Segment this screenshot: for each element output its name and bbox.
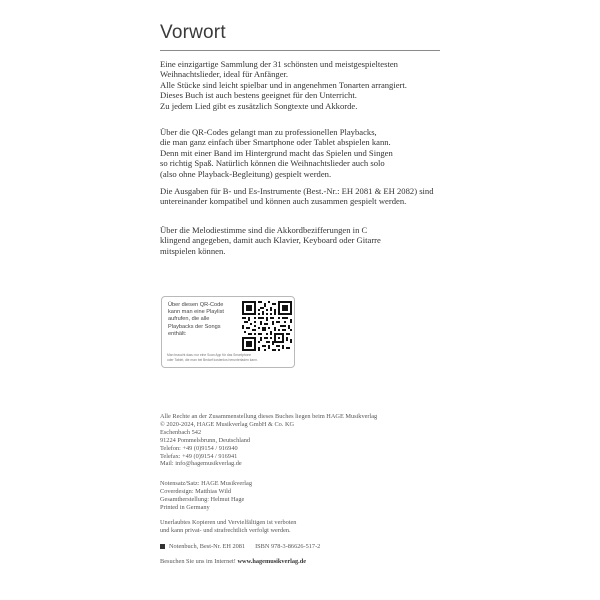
text-line: mitspielen können. [160,245,226,256]
square-bullet-icon [160,544,165,549]
qr-playlist-box [161,296,295,368]
imprint-line: Alle Rechte an der Zusammenstellung dieses Buches liegen beim HAGE Musikverlag [160,413,378,420]
qr-text-line: Über diesen QR-Code [168,302,224,308]
text-line: (also ohne Playback-Begleitung) gespielt werden. [160,168,332,179]
imprint-line: 91224 Pommelsbrunn, Deutschland [160,436,251,444]
qr-text-line: enthält: [168,330,187,337]
qr-note-line: Man braucht dazu nur eine Scan App für das Smartphone [167,353,252,357]
order-number: Notenbuch, Best-Nr. EH 2081 [169,543,246,550]
imprint-line: Telefon: +49 (0)9154 / 916940 [160,444,238,452]
text-line: Eine einzigartige Sammlung der 31 schönsten und meistgespieltesten [160,59,398,69]
imprint-order-info [160,543,450,551]
text-line: so richtig Spaß. Natürlich können die Weihnachtslieder auch solo [160,158,385,169]
imprint-line: und kann privat- und strafrechtlich verfolgt werden. [160,526,291,534]
qr-note-line: oder Tablet, die man bei Bedarf kostenlos herunterladen kann. [167,357,258,362]
imprint-legal [160,519,450,535]
imprint-line: Printed in Germany [160,503,210,511]
text-line: Weihnachtslieder, ideal für Anfänger. [160,69,289,80]
text-line: Über die Melodiestimme sind die Akkordbezifferungen in C [160,225,368,235]
imprint-line: Telefax: +49 (0)9154 / 916941 [160,452,238,460]
isbn: ISBN 978-3-86626-517-2 [255,543,321,550]
title-divider [160,50,440,51]
qr-text-line: aufrufen, die alle [168,316,210,323]
text-line: klingend angegeben, damit auch Klavier, Keyboard oder Gitarre [160,235,381,246]
web-row [160,558,450,566]
qr-description [168,302,236,338]
text-line: untereinander kompatibel und können auch zusammen gespielt werden. [160,196,407,207]
text-line: Die Ausgaben für B- und Es-Instrumente (Best.-Nr.: EH 2081 & EH 2082) sind [160,186,434,196]
web-prefix: Besuchen Sie uns im Internet! [160,558,238,565]
page-title: Vorwort [160,22,226,43]
text-line: die man ganz einfach über Smartphone oder Tablet abspielen kann. [160,137,391,148]
imprint-line: Eschenbach 542 [160,428,202,436]
text-line: Zu jedem Lied gibt es zusätzlich Songtexte und Akkorde. [160,100,358,111]
imprint-line: Notensatz/Satz: HAGE Musikverlag [160,480,252,487]
paragraph-editions [160,186,450,207]
text-line: Denn mit einer Band im Hintergrund macht das Spielen und Singen [160,147,393,158]
paragraph-intro [160,59,450,111]
imprint-credits [160,480,450,512]
imprint-web [160,558,450,566]
qr-text-line: kann man eine Playlist [168,309,224,316]
paragraph-playbacks [160,127,450,179]
qr-footnote [167,353,292,362]
order-row [160,543,450,551]
paragraph-chords [160,225,450,256]
imprint-line: Coverdesign: Matthias Wild [160,487,231,495]
qr-text-line: Playbacks der Songs [168,323,221,330]
imprint-line: Unerlaubtes Kopieren und Vervielfältigen ist verboten [160,519,297,526]
imprint-line: © 2020-2024, HAGE Musikverlag GmbH & Co. KG [160,420,295,428]
text-line: Alle Stücke sind leicht spielbar und in angenehmen Tonarten arrangiert. [160,79,407,90]
text-line: Dieses Buch ist auch bestens geeignet für den Unterricht. [160,90,357,101]
imprint-line: Gesamtherstellung: Helmut Hage [160,495,245,503]
qr-code-icon[interactable] [242,301,292,351]
text-line: Über die QR-Codes gelangt man zu professionellen Playbacks, [160,127,377,137]
web-link[interactable]: www.hagemusikverlag.de [237,558,307,565]
imprint-email: Mail: info@hagemusikverlag.de [160,460,242,468]
imprint-publisher [160,413,450,468]
